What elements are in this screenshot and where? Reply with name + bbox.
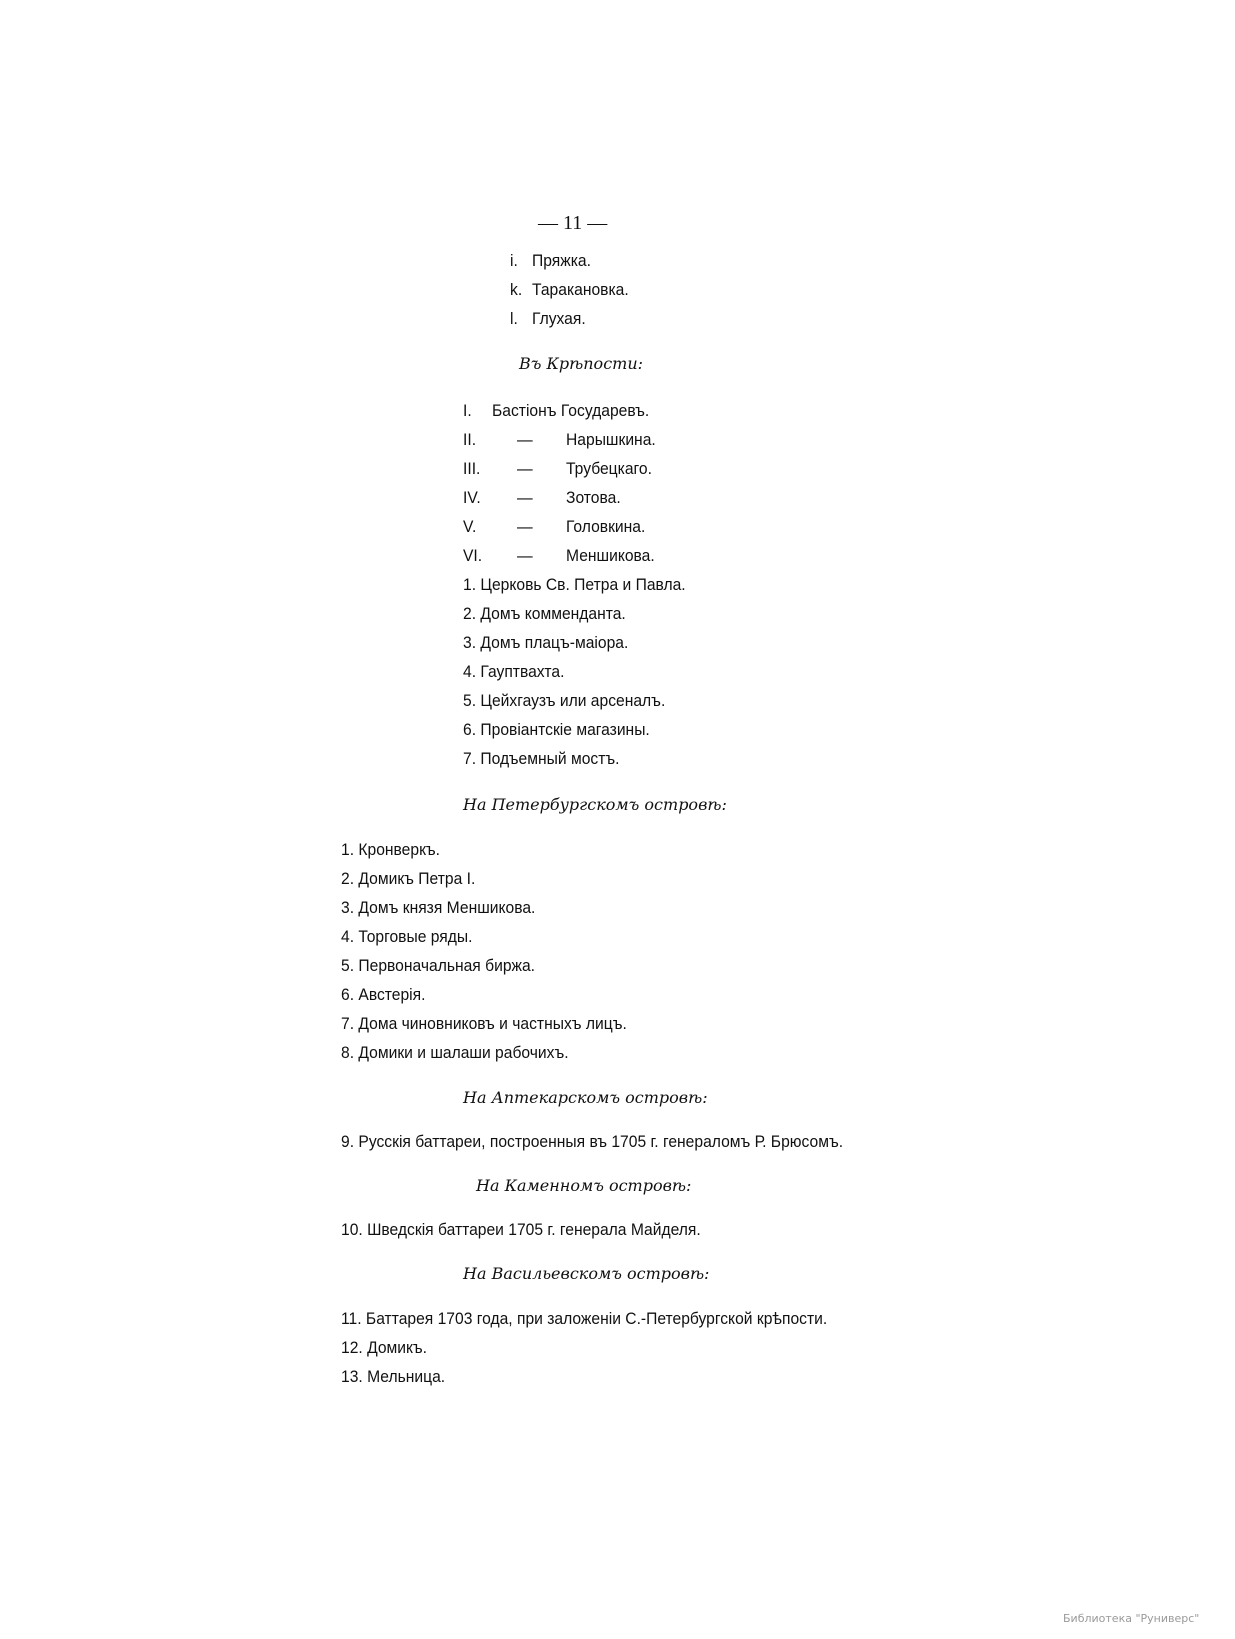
section-heading: На Петербургскомъ островѣ: [463, 795, 727, 814]
list-item: 12. Домикъ. [341, 1338, 428, 1357]
library-watermark: Библиотека "Руниверс" [1063, 1612, 1200, 1625]
list-item: 5. Первоначальная биржа. [341, 956, 536, 975]
bastion-name: Нарышкина. [566, 430, 656, 449]
list-item: 6. Австерія. [341, 985, 426, 1004]
list-item: 7. Дома чиновниковъ и частныхъ лицъ. [341, 1014, 627, 1033]
section-heading: На Васильевскомъ островѣ: [463, 1264, 710, 1283]
section-heading: На Каменномъ островѣ: [476, 1176, 692, 1195]
bastion-num: II. [463, 430, 477, 449]
list-item: 10. Шведскія баттареи 1705 г. генерала Майделя. [341, 1220, 701, 1239]
ditto-dash: — [517, 488, 533, 507]
list-item: 3. Домъ плацъ-маіора. [463, 633, 629, 652]
list-item: 1. Церковь Св. Петра и Павла. [463, 575, 686, 594]
list-item: 2. Домъ коммендaнта. [463, 604, 626, 623]
bastion-name: Меншикова. [566, 546, 655, 565]
bastion-num: V. [463, 517, 477, 536]
list-item: 6. Провіантскіе магазины. [463, 720, 650, 739]
ditto-dash: — [517, 459, 533, 478]
list-item: Пряжка. [532, 251, 591, 270]
list-item-num: l. [510, 309, 518, 328]
bastion-num: VI. [463, 546, 483, 565]
list-item: 4. Торговые ряды. [341, 927, 473, 946]
bastion-num: III. [463, 459, 481, 478]
ditto-dash: — [517, 430, 533, 449]
bastion-name: Трубецкаго. [566, 459, 652, 478]
list-item: 11. Баттарея 1703 года, при заложеніи С.-Петербургской крѣпости. [341, 1309, 828, 1328]
bastion-name: Головкина. [566, 517, 646, 536]
ditto-dash: — [517, 546, 533, 565]
list-item: 2. Домикъ Петра I. [341, 869, 476, 888]
bastion-num: I. [463, 401, 472, 420]
bastion-num: IV. [463, 488, 481, 507]
list-item: 13. Мельница. [341, 1367, 446, 1386]
section-heading: Въ Крѣпости: [519, 354, 644, 373]
list-item: Глухая. [532, 309, 586, 328]
page-number: — 11 — [538, 212, 608, 234]
list-item: 5. Цейхгаузъ или арсеналъ. [463, 691, 666, 710]
bastion-name: Зотова. [566, 488, 621, 507]
list-item-num: k. [510, 280, 523, 299]
list-item: 4. Гауптвахта. [463, 662, 565, 681]
list-item-num: i. [510, 251, 518, 270]
list-item: 3. Домъ князя Меншикова. [341, 898, 536, 917]
bastion-name: Бастіонъ Государевъ. [492, 401, 650, 420]
list-item: 7. Подъемный мостъ. [463, 749, 620, 768]
list-item: 8. Домики и шалаши рабочихъ. [341, 1043, 569, 1062]
section-heading: На Аптекарскомъ островѣ: [463, 1088, 708, 1107]
ditto-dash: — [517, 517, 533, 536]
list-item: Таракановка. [532, 280, 629, 299]
list-item: 1. Кронверкъ. [341, 840, 441, 859]
list-item: 9. Русскія баттареи, построенныя въ 1705 г. генераломъ Р. Брюсомъ. [341, 1132, 844, 1151]
